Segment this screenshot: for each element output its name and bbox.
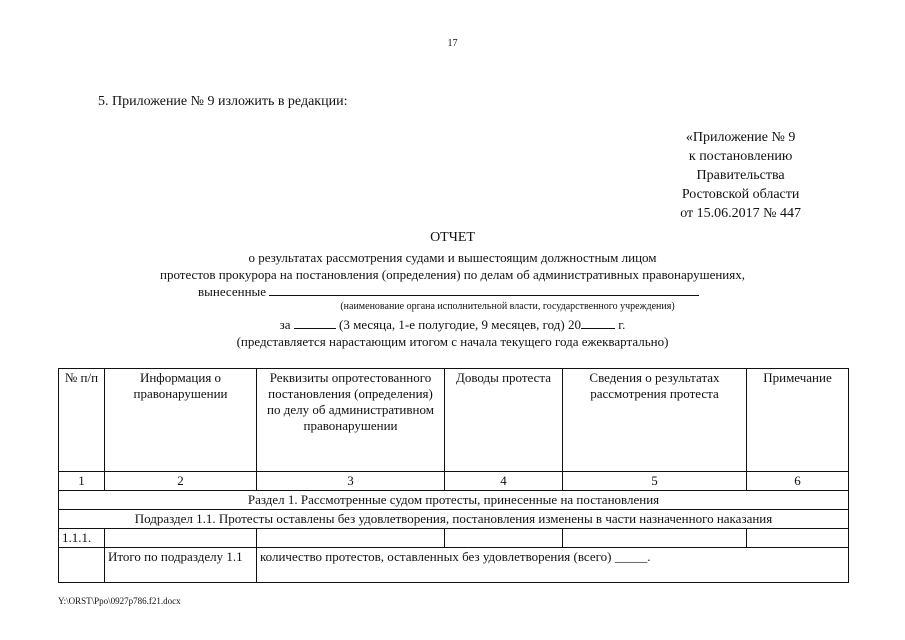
footer-file-path: Y:\ORST\Ppo\0927p786.f21.docx <box>58 596 181 606</box>
report-table <box>58 368 849 583</box>
column-number: 2 <box>105 472 257 491</box>
report-title: ОТЧЕТ <box>430 230 475 245</box>
table-header-row <box>59 369 849 472</box>
table-cell <box>257 529 445 548</box>
column-number: 1 <box>59 472 105 491</box>
column-number: 5 <box>563 472 747 491</box>
column-header: Реквизиты опротестованного постановления (определения) по делу об административном правонарушении <box>257 369 445 472</box>
report-note: (представляется нарастающим итогом с начала текущего года ежеквартально) <box>236 334 669 349</box>
report-subtitle: о результатах рассмотрения судами и вышестоящим должностным лицом <box>248 250 657 265</box>
column-header: Доводы протеста <box>445 369 563 472</box>
table-cell <box>59 548 105 583</box>
issued-blank <box>269 295 699 296</box>
section-title: Раздел 1. Рассмотренные судом протесты, принесенные на постановления <box>59 491 849 510</box>
issued-caption: (наименование органа исполнительной власти, государственного учреждения) <box>340 301 675 312</box>
column-header: Примечание <box>747 369 849 472</box>
table-cell <box>445 529 563 548</box>
column-header: Сведения о результатах рассмотрения протеста <box>563 369 747 472</box>
year-blank <box>581 328 615 329</box>
appendix-line: от 15.06.2017 № 447 <box>680 206 801 221</box>
column-number: 6 <box>747 472 849 491</box>
column-number-row <box>59 472 849 491</box>
appendix-line: Правительства <box>696 168 785 183</box>
issued-line <box>198 284 699 300</box>
period-prefix: за <box>279 317 291 332</box>
appendix-line: «Приложение № 9 <box>685 130 796 145</box>
period-blank <box>294 328 336 329</box>
total-label: Итого по подразделу 1.1 <box>105 548 257 583</box>
appendix-line: Ростовской области <box>681 187 800 202</box>
instruction-text: 5. Приложение № 9 изложить в редакции: <box>98 94 348 109</box>
subsection-row <box>59 510 849 529</box>
total-text: количество протестов, оставленных без удовлетворения (всего) _____. <box>257 548 849 583</box>
table-cell <box>105 529 257 548</box>
section-row <box>59 491 849 510</box>
issued-label: вынесенные <box>198 284 267 299</box>
appendix-header <box>680 128 801 223</box>
column-number: 3 <box>257 472 445 491</box>
period-text: (3 месяца, 1-е полугодие, 9 месяцев, год) 20 <box>339 317 582 332</box>
period-suffix: г. <box>618 317 626 332</box>
page-number: 17 <box>447 38 458 49</box>
subsection-title: Подраздел 1.1. Протесты оставлены без удовлетворения, постановления изменены в части назначенного наказания <box>59 510 849 529</box>
column-number: 4 <box>445 472 563 491</box>
table-cell <box>563 529 747 548</box>
row-number: 1.1.1. <box>59 529 105 548</box>
column-header: Информация о правонарушении <box>105 369 257 472</box>
column-header: № п/п <box>59 369 105 472</box>
table-row <box>59 529 849 548</box>
period-line <box>0 317 905 333</box>
report-subtitle: протестов прокурора на постановления (определения) по делам об административных правонарушениях, <box>160 267 745 282</box>
appendix-line: к постановлению <box>688 149 793 164</box>
total-row <box>59 548 849 583</box>
table-cell <box>747 529 849 548</box>
